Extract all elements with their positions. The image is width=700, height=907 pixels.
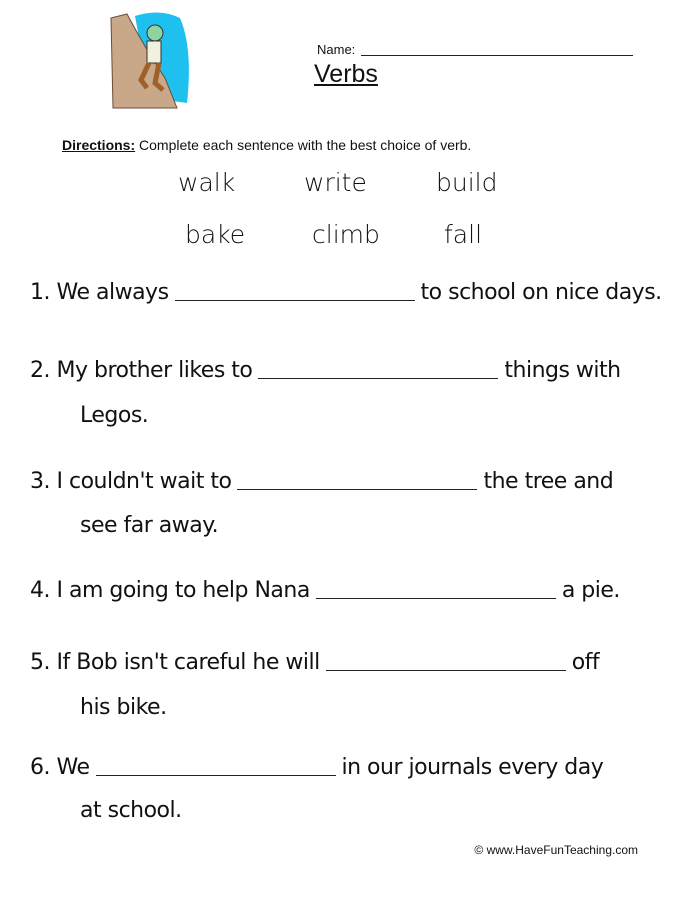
question-5: 5. If Bob isn't careful he will off [30,650,600,675]
question-4: 4. I am going to help Nana a pie. [30,578,620,603]
word-bank-item: fall [444,220,483,249]
question-2-continuation: Legos. [80,403,149,428]
name-line[interactable] [361,55,633,56]
question-6: 6. We in our journals every day [30,755,604,780]
page-title: Verbs [314,60,378,88]
answer-blank[interactable] [96,775,336,776]
name-label: Name: [317,42,356,57]
directions-text: Complete each sentence with the best choice of verb. [139,137,472,153]
question-6-continuation: at school. [80,798,182,823]
answer-blank[interactable] [316,598,556,599]
answer-blank[interactable] [258,378,498,379]
question-3-continuation: see far away. [80,513,219,538]
directions [62,137,471,153]
word-bank-item: bake [185,220,246,249]
name-field[interactable] [317,42,633,57]
copyright-footer: © www.HaveFunTeaching.com [474,843,638,857]
word-bank-item: walk [178,168,236,197]
rock-climber-illustration [105,8,195,113]
directions-label: Directions: [62,137,136,153]
word-bank-item: climb [312,220,380,249]
question-1: 1. We always to school on nice days. [30,280,662,305]
word-bank-item: build [436,168,498,197]
answer-blank[interactable] [175,300,415,301]
question-2: 2. My brother likes to things with [30,358,621,383]
question-5-continuation: his bike. [80,695,167,720]
question-3: 3. I couldn't wait to the tree and [30,469,614,494]
word-bank-item: write [304,168,367,197]
answer-blank[interactable] [326,670,566,671]
answer-blank[interactable] [237,489,477,490]
